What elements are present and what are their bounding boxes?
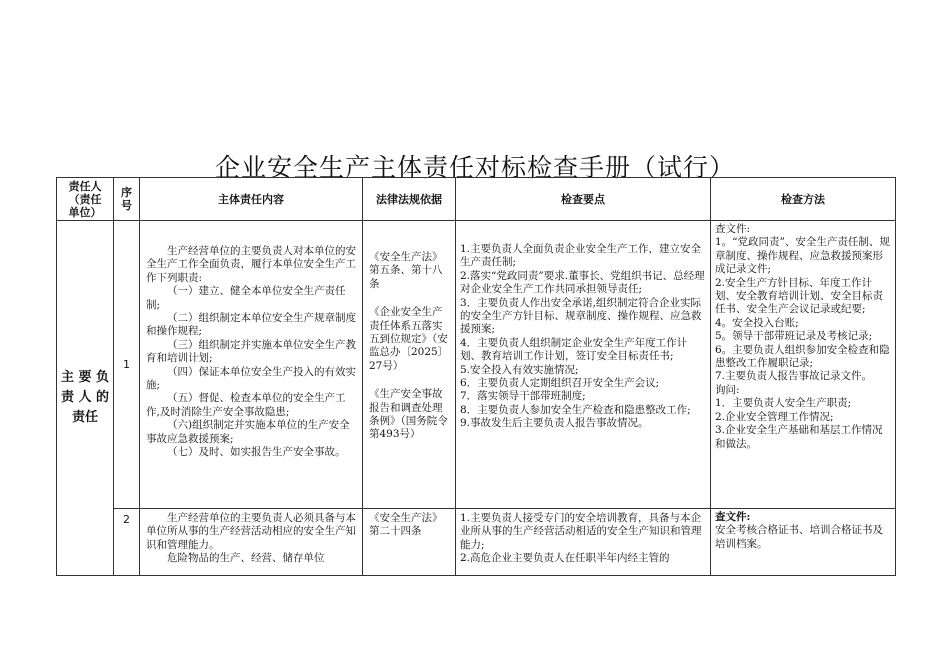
law-cell: 《安全生产法》第二十四条 (363, 509, 456, 576)
points-cell: 1.主要负责人全面负责企业安全生产工作，建立安全生产责任制; 2.落实“党政同责”要求.董事长、党组织书记、总经理对企业安全生产工作共同承担领导责任; 3．主要负责人作出安全承诺,组织制定符合企业实际的安全生产方针目标、规章制度、操作规程、应急救援预案; 4．主要负责人组织制定企业安全生产年度工作计划、教育培训工作计划，签订安全目标责任书; 5.安全投入有效实施情况; 6．主要负责人定期组织召开安全生产会议; 7．落实领导干部带班制度; 8．主要负责人参加安全生产检查和隐患整改工作; 9.事故发生后主要负责人报告事故情况。 (456, 221, 711, 509)
law-cell: 《安全生产法》第五条、第十八条 《企业安全生产责任体系五落实五到位规定》（安监总办〔2025〕27号） 《生产安全事故报告和调查处理条例》（国务院令第493号） (363, 221, 456, 509)
seq-cell: 1 (114, 221, 140, 509)
header-content: 主体责任内容 (140, 178, 363, 221)
points-cell: 1.主要负责人接受专门的安全培训教育，具备与本企业所从事的生产经营活动相适的安全生产知识和管理能力; 2.高危企业主要负责人在任职半年内经主管的 (456, 509, 711, 576)
header-seq: 序 号 (114, 178, 140, 221)
header-row (57, 178, 896, 221)
header-method: 检查方法 (711, 178, 896, 221)
seq-cell: 2 (114, 509, 140, 576)
method-cell: 查文件: 1。“党政同责”、安全生产责任制、规章制度、操作规程、应急救援预案形成记录文件; 2.安全生产方针目标、年度工作计划、安全教育培训计划、安全目标责任书、安全生产会议记录或纪要; 4。安全投入台账; 5。领导干部带班记录及考核记录; 6。主要负责人组织参加安全检查和隐患整改工作履职记录; 7.主要负责人报告事故记录文件。 询问: 1．主要负责人安全生产职责; 2.企业安全管理工作情况; 3.企业安全生产基础和基层工作情况和做法。 (711, 221, 896, 509)
content-cell: 生产经营单位的主要负责人对本单位的安全生产工作全面负责，履行本单位安全生产工作下列职责: （一）建立、健全本单位安全生产责任制; （二）组织制定本单位安全生产规章制度和操作规程; （三）组织制定并实施本单位安全生产教育和培训计划; （四）保证本单位安全生产投入的有效实施; （五）督促、检查本单位的安全生产工作,及时消除生产安全事故隐患; （六)组织制定并实施本单位的生产安全事故应急救援预案; （七）及时、如实报告生产安全事故。 (140, 221, 363, 509)
page-title: 企业安全生产主体责任对标检查手册（试行） (214, 153, 735, 182)
role-cell: 主 要 负 责 人 的 责任 (57, 221, 114, 576)
header-points: 检查要点 (456, 178, 711, 221)
header-law: 法律法规依据 (363, 178, 456, 221)
table-row (57, 221, 896, 509)
content-cell: 生产经营单位的主要负责人必须具备与本单位所从事的生产经营活动相应的安全生产知识和管理能力。 危险物品的生产、经营、储存单位 (140, 509, 363, 576)
method-cell: 查文件: 安全考核合格证书、培训合格证书及培训档案。 (711, 509, 896, 576)
header-role: 责任人 （责任 单位） (57, 178, 114, 221)
checklist-table (56, 177, 896, 576)
table-row (57, 509, 896, 576)
